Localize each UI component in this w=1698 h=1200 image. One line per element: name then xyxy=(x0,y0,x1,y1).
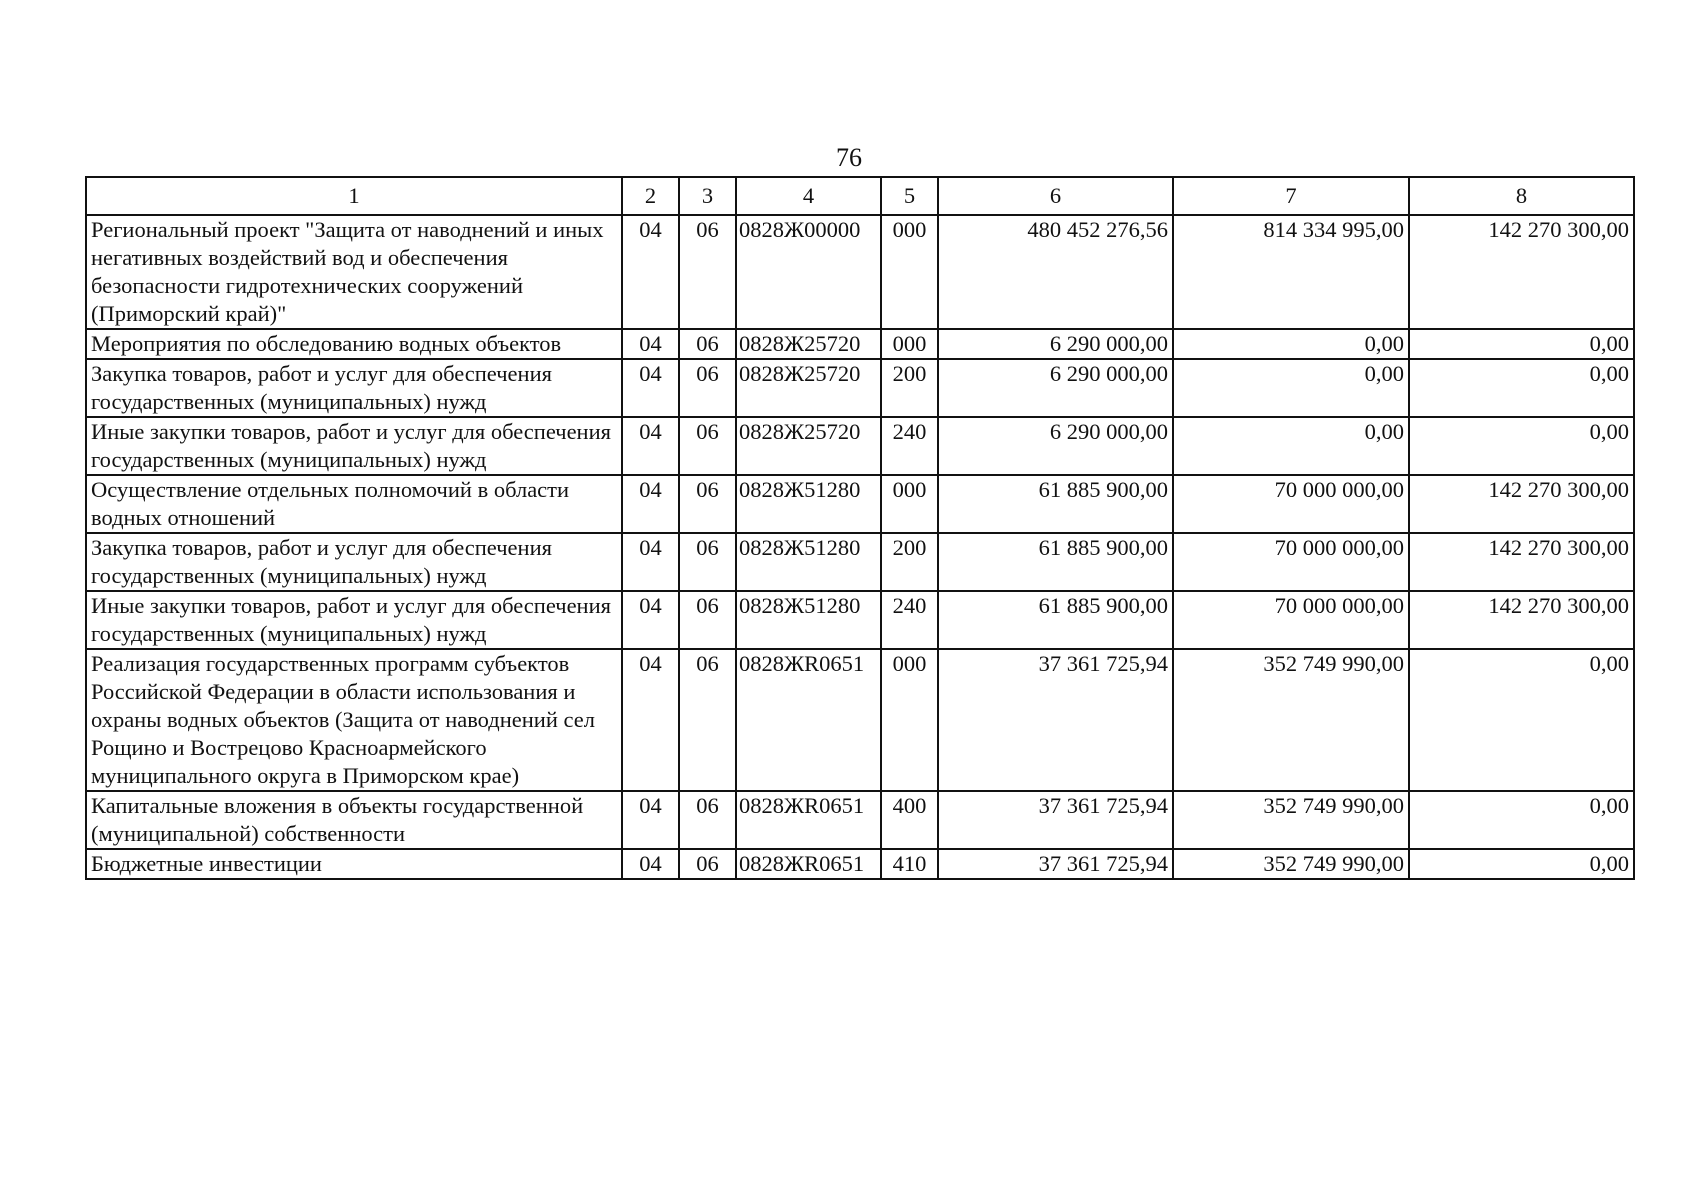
row-amount-7: 0,00 xyxy=(1173,329,1409,359)
header-col-3: 3 xyxy=(679,177,736,215)
row-target-article: 0828ЖR0651 xyxy=(736,649,881,791)
header-col-7: 7 xyxy=(1173,177,1409,215)
header-col-4: 4 xyxy=(736,177,881,215)
row-section: 04 xyxy=(622,475,679,533)
row-subsection: 06 xyxy=(679,591,736,649)
header-col-5: 5 xyxy=(881,177,938,215)
row-expense-type: 200 xyxy=(881,533,938,591)
table-row xyxy=(86,849,1634,879)
row-name: Капитальные вложения в объекты государственной (муниципальной) собственности xyxy=(86,791,622,849)
row-subsection: 06 xyxy=(679,329,736,359)
row-amount-8: 0,00 xyxy=(1409,359,1634,417)
row-subsection: 06 xyxy=(679,533,736,591)
row-amount-6: 61 885 900,00 xyxy=(938,591,1173,649)
row-name: Закупка товаров, работ и услуг для обеспечения государственных (муниципальных) нужд xyxy=(86,533,622,591)
row-amount-6: 6 290 000,00 xyxy=(938,329,1173,359)
table-row xyxy=(86,475,1634,533)
row-target-article: 0828Ж51280 xyxy=(736,533,881,591)
row-name: Осуществление отдельных полномочий в области водных отношений xyxy=(86,475,622,533)
row-subsection: 06 xyxy=(679,849,736,879)
row-amount-7: 352 749 990,00 xyxy=(1173,791,1409,849)
table-row xyxy=(86,591,1634,649)
header-row xyxy=(86,177,1634,215)
row-amount-6: 37 361 725,94 xyxy=(938,849,1173,879)
row-amount-7: 352 749 990,00 xyxy=(1173,649,1409,791)
row-amount-6: 6 290 000,00 xyxy=(938,417,1173,475)
row-target-article: 0828Ж51280 xyxy=(736,591,881,649)
row-section: 04 xyxy=(622,359,679,417)
row-section: 04 xyxy=(622,591,679,649)
row-subsection: 06 xyxy=(679,215,736,329)
row-amount-6: 37 361 725,94 xyxy=(938,649,1173,791)
row-amount-8: 0,00 xyxy=(1409,791,1634,849)
row-amount-7: 814 334 995,00 xyxy=(1173,215,1409,329)
table-row xyxy=(86,649,1634,791)
row-expense-type: 000 xyxy=(881,329,938,359)
row-amount-8: 0,00 xyxy=(1409,329,1634,359)
page-number: 76 xyxy=(836,143,862,172)
row-expense-type: 400 xyxy=(881,791,938,849)
row-name: Региональный проект "Защита от наводнений и иных негативных воздействий вод и обеспечения безопасности гидротехнических сооружений (Приморский край)" xyxy=(86,215,622,329)
row-amount-8: 142 270 300,00 xyxy=(1409,533,1634,591)
row-amount-8: 142 270 300,00 xyxy=(1409,475,1634,533)
table-row xyxy=(86,359,1634,417)
row-section: 04 xyxy=(622,417,679,475)
row-target-article: 0828ЖR0651 xyxy=(736,849,881,879)
row-amount-6: 6 290 000,00 xyxy=(938,359,1173,417)
row-amount-7: 352 749 990,00 xyxy=(1173,849,1409,879)
table-row xyxy=(86,417,1634,475)
row-target-article: 0828Ж25720 xyxy=(736,329,881,359)
row-name: Мероприятия по обследованию водных объектов xyxy=(86,329,622,359)
row-expense-type: 240 xyxy=(881,417,938,475)
row-amount-8: 0,00 xyxy=(1409,649,1634,791)
row-amount-7: 70 000 000,00 xyxy=(1173,591,1409,649)
budget-table xyxy=(85,176,1635,880)
row-section: 04 xyxy=(622,849,679,879)
row-section: 04 xyxy=(622,329,679,359)
row-expense-type: 240 xyxy=(881,591,938,649)
row-section: 04 xyxy=(622,533,679,591)
row-expense-type: 410 xyxy=(881,849,938,879)
row-amount-8: 142 270 300,00 xyxy=(1409,591,1634,649)
row-section: 04 xyxy=(622,791,679,849)
row-target-article: 0828Ж00000 xyxy=(736,215,881,329)
row-amount-8: 142 270 300,00 xyxy=(1409,215,1634,329)
row-name: Иные закупки товаров, работ и услуг для обеспечения государственных (муниципальных) нужд xyxy=(86,591,622,649)
row-subsection: 06 xyxy=(679,649,736,791)
header-col-1: 1 xyxy=(86,177,622,215)
row-section: 04 xyxy=(622,649,679,791)
row-subsection: 06 xyxy=(679,791,736,849)
row-expense-type: 000 xyxy=(881,475,938,533)
row-name: Иные закупки товаров, работ и услуг для обеспечения государственных (муниципальных) нужд xyxy=(86,417,622,475)
row-expense-type: 000 xyxy=(881,649,938,791)
row-amount-6: 480 452 276,56 xyxy=(938,215,1173,329)
header-col-8: 8 xyxy=(1409,177,1634,215)
row-name: Закупка товаров, работ и услуг для обеспечения государственных (муниципальных) нужд xyxy=(86,359,622,417)
table-row xyxy=(86,533,1634,591)
row-amount-8: 0,00 xyxy=(1409,417,1634,475)
row-target-article: 0828ЖR0651 xyxy=(736,791,881,849)
row-target-article: 0828Ж25720 xyxy=(736,417,881,475)
row-target-article: 0828Ж25720 xyxy=(736,359,881,417)
row-amount-7: 0,00 xyxy=(1173,417,1409,475)
table-row xyxy=(86,791,1634,849)
row-subsection: 06 xyxy=(679,359,736,417)
row-subsection: 06 xyxy=(679,417,736,475)
row-name: Реализация государственных программ субъектов Российской Федерации в области использования и охраны водных объектов (Защита от наводнений сел Рощино и Вострецово Красноармейского муниципального округа в Приморском крае) xyxy=(86,649,622,791)
row-amount-7: 70 000 000,00 xyxy=(1173,533,1409,591)
row-amount-6: 37 361 725,94 xyxy=(938,791,1173,849)
header-col-2: 2 xyxy=(622,177,679,215)
row-section: 04 xyxy=(622,215,679,329)
table-row xyxy=(86,329,1634,359)
row-amount-6: 61 885 900,00 xyxy=(938,533,1173,591)
row-amount-8: 0,00 xyxy=(1409,849,1634,879)
row-amount-7: 0,00 xyxy=(1173,359,1409,417)
row-name: Бюджетные инвестиции xyxy=(86,849,622,879)
row-subsection: 06 xyxy=(679,475,736,533)
row-target-article: 0828Ж51280 xyxy=(736,475,881,533)
row-expense-type: 000 xyxy=(881,215,938,329)
row-expense-type: 200 xyxy=(881,359,938,417)
header-col-6: 6 xyxy=(938,177,1173,215)
table-row xyxy=(86,215,1634,329)
row-amount-7: 70 000 000,00 xyxy=(1173,475,1409,533)
row-amount-6: 61 885 900,00 xyxy=(938,475,1173,533)
